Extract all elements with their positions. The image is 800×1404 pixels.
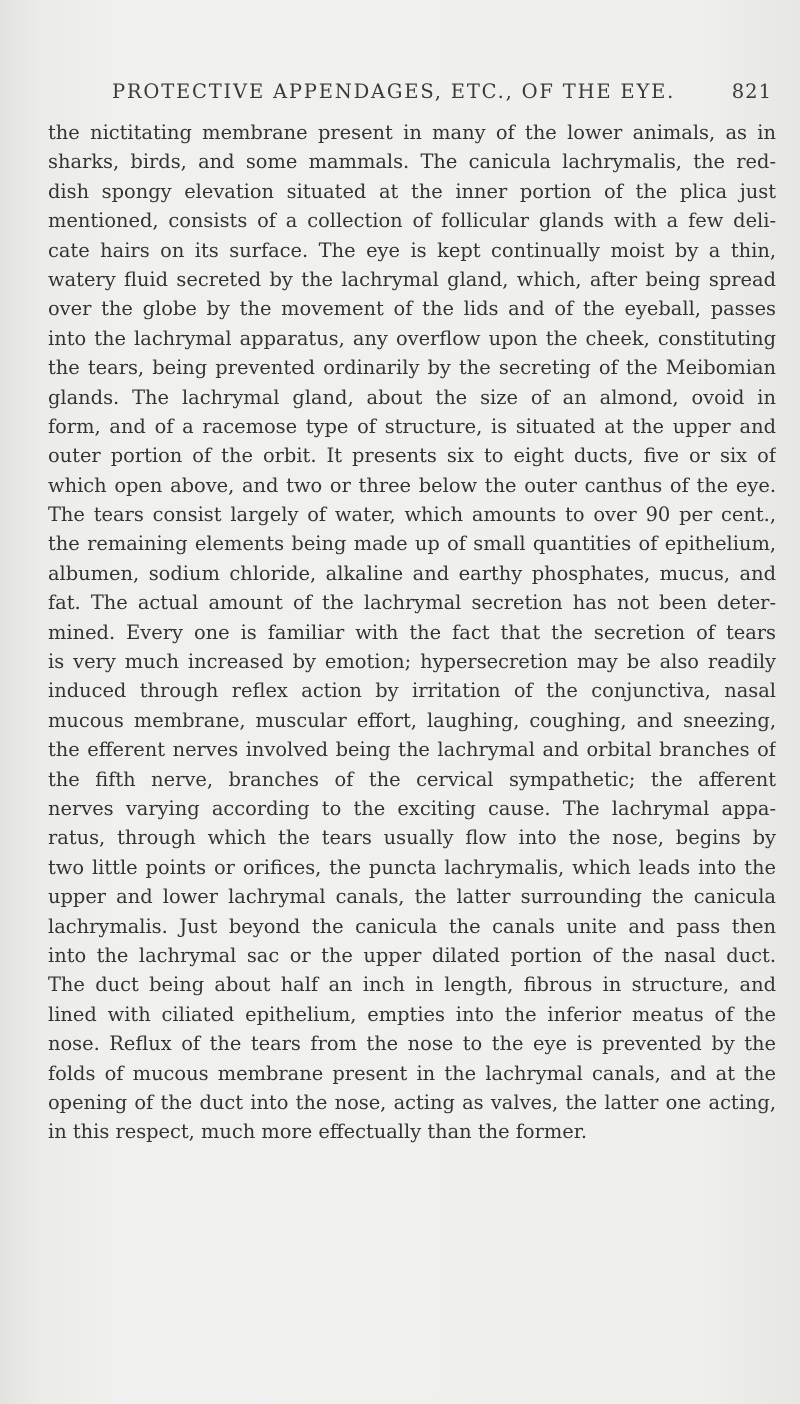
text-line: the remaining elements being made up of small quantities of epithelium, (48, 532, 776, 556)
body-paragraph (48, 118, 776, 1147)
text-line: albumen, sodium chloride, alkaline and earthy phosphates, mucus, and (48, 561, 776, 585)
text-line: the efferent nerves involved being the lachrymal and orbital branches of (48, 738, 776, 762)
text-line: outer portion of the orbit. It presents six to eight ducts, five or six of (48, 444, 776, 468)
text-line: into the lachrymal apparatus, any overflow upon the cheek, constituting (48, 326, 776, 350)
text-line: mucous membrane, muscular effort, laughing, coughing, and sneezing, (48, 708, 776, 732)
text-line: dish spongy elevation situated at the inner portion of the plica just (48, 179, 776, 203)
text-line: lachrymalis. Just beyond the canicula the canals unite and pass then (48, 914, 776, 938)
text-line: into the lachrymal sac or the upper dilated portion of the nasal duct. (48, 943, 776, 967)
text-line: mined. Every one is familiar with the fact that the secretion of tears (48, 620, 776, 644)
text-line: The duct being about half an inch in length, fibrous in structure, and (48, 973, 776, 997)
text-line: is very much increased by emotion; hypersecretion may be also readily (48, 650, 776, 674)
running-title: PROTECTIVE APPENDAGES, ETC., OF THE EYE. (112, 80, 676, 103)
text-line: in this respect, much more effectually than the former. (48, 1120, 588, 1144)
text-line: nerves varying according to the exciting cause. The lachrymal appa- (48, 796, 776, 820)
text-line: induced through reflex action by irritation of the conjunctiva, nasal (48, 679, 776, 703)
text-line: watery fluid secreted by the lachrymal gland, which, after being spread (48, 267, 776, 291)
text-line: The tears consist largely of water, which amounts to over 90 per cent., (48, 503, 776, 527)
text-line: the nictitating membrane present in many of the lower animals, as in (48, 121, 776, 144)
page-number: 821 (731, 80, 772, 103)
text-line: opening of the duct into the nose, acting as valves, the latter one acting, (48, 1090, 776, 1114)
text-line: over the globe by the movement of the lids and of the eyeball, passes (48, 297, 776, 321)
text-line: ratus, through which the tears usually flow into the nose, begins by (48, 826, 776, 850)
text-line: cate hairs on its surface. The eye is kept continually moist by a thin, (48, 238, 776, 262)
text-line: sharks, birds, and some mammals. The canicula lachrymalis, the red- (48, 150, 776, 174)
text-line: glands. The lachrymal gland, about the size of an almond, ovoid in (48, 385, 776, 409)
text-line: the tears, being prevented ordinarily by the secreting of the Meibomian (48, 356, 776, 380)
text-line: upper and lower lachrymal canals, the latter surrounding the canicula (48, 885, 776, 909)
text-line: which open above, and two or three below the outer canthus of the eye. (48, 473, 776, 497)
text-line: folds of mucous membrane present in the lachrymal canals, and at the (48, 1061, 776, 1085)
text-line: fat. The actual amount of the lachrymal secretion has not been deter- (48, 591, 776, 615)
running-head (112, 80, 772, 103)
text-line: the fifth nerve, branches of the cervical sympathetic; the afferent (48, 767, 776, 791)
text-line: nose. Reflux of the tears from the nose to the eye is prevented by the (48, 1032, 776, 1056)
text-line: form, and of a racemose type of structure, is situated at the upper and (48, 414, 776, 438)
text-line: mentioned, consists of a collection of follicular glands with a few deli- (48, 209, 776, 233)
text-line: lined with ciliated epithelium, empties into the inferior meatus of the (48, 1002, 776, 1026)
text-line: two little points or orifices, the puncta lachrymalis, which leads into the (48, 855, 776, 879)
